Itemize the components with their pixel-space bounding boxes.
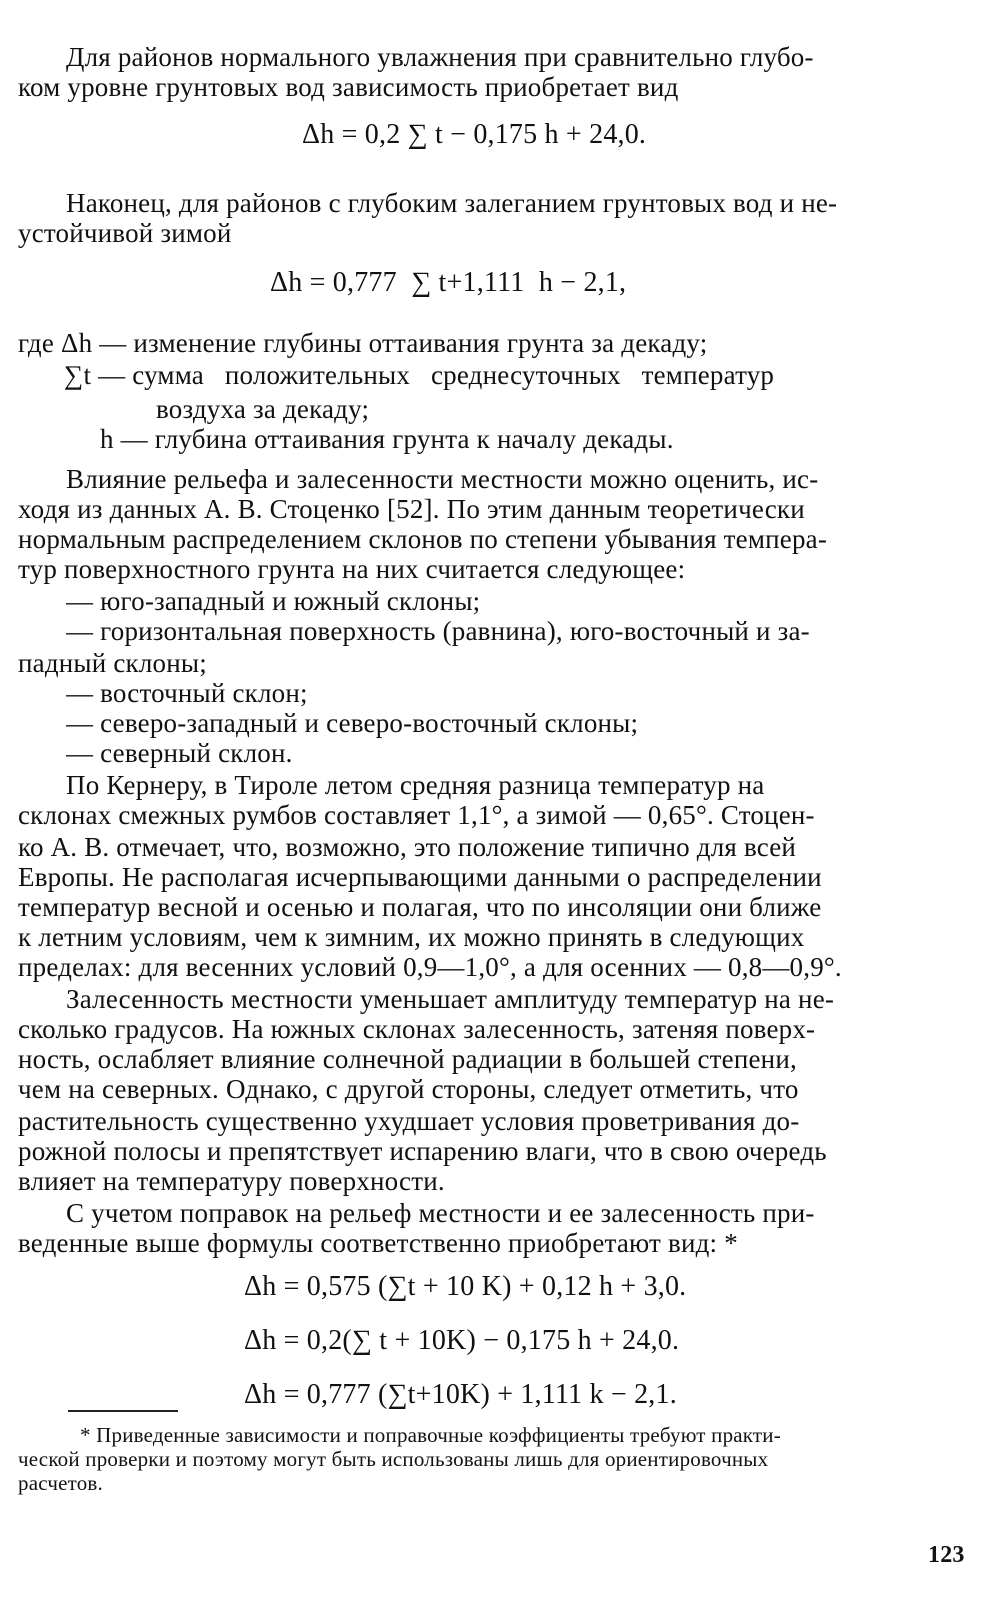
text-line: Залесенность местности уменьшает амплитуду температур на не- xyxy=(66,984,835,1014)
text-line: температур весной и осенью и полагая, что по инсоляции они ближе xyxy=(18,892,822,922)
footnote-line: расчетов. xyxy=(18,1471,103,1495)
text-line: ∑t — сумма положительных среднесуточных температур xyxy=(64,360,775,390)
formula-line: Δh = 0,2(∑ t + 10K) − 0,175 h + 24,0. xyxy=(244,1325,680,1356)
text-line: где Δh — изменение глубины оттаивания грунта за декаду; xyxy=(18,328,708,358)
footnote-line: ческой проверки и поэтому могут быть использованы лишь для ориентировочных xyxy=(18,1447,769,1471)
text-line: ко А. В. отмечает, что, возможно, это положение типично для всей xyxy=(18,832,797,862)
text-line: пределах: для весенних условий 0,9—1,0°, а для осенних — 0,8—0,9°. xyxy=(18,952,842,982)
text-line: падный склоны; xyxy=(18,648,207,678)
text-line: h — глубина оттаивания грунта к началу декады. xyxy=(100,424,674,454)
text-line: рожной полосы и препятствует испарению влаги, что в свою очередь xyxy=(18,1136,827,1166)
text-line: С учетом поправок на рельеф местности и ее залесенность при- xyxy=(66,1198,815,1228)
page-number: 123 xyxy=(928,1542,965,1568)
text-line: веденные выше формулы соответственно приобретают вид: * xyxy=(18,1228,738,1258)
text-line: ком уровне грунтовых вод зависимость приобретает вид xyxy=(18,72,679,102)
text-line: — горизонтальная поверхность (равнина), юго-восточный и за- xyxy=(66,616,810,646)
text-line: к летним условиям, чем к зимним, их можно принять в следующих xyxy=(18,922,805,952)
text-line: ходя из данных А. В. Стоценко [52]. По этим данным теоретически xyxy=(18,494,805,524)
text-line: влияет на температуру поверхности. xyxy=(18,1166,445,1196)
footnote-rule xyxy=(68,1410,178,1412)
text-line: — северный склон. xyxy=(66,738,293,768)
text-line: — восточный склон; xyxy=(66,678,308,708)
text-line: Европы. Не располагая исчерпывающими данными о распределении xyxy=(18,862,822,892)
text-line: По Кернеру, в Тироле летом средняя разница температур на xyxy=(66,770,765,800)
text-line: склонах смежных румбов составляет 1,1°, а зимой — 0,65°. Стоцен- xyxy=(18,800,815,830)
text-line: нормальным распределением склонов по степени убывания темпера- xyxy=(18,524,828,554)
formula-line: Δh = 0,777 ∑ t+1,111 h − 2,1, xyxy=(270,267,627,298)
text-line: воздуха за декаду; xyxy=(156,394,370,424)
footnote-line: * Приведенные зависимости и поправочные коэффициенты требуют практи- xyxy=(80,1423,781,1447)
text-line: Для районов нормального увлажнения при сравнительно глубо- xyxy=(66,42,814,72)
text-line: устойчивой зимой xyxy=(18,218,232,248)
formula-line: Δh = 0,575 (∑t + 10 K) + 0,12 h + 3,0. xyxy=(244,1271,687,1302)
text-line: растительность существенно ухудшает условия проветривания до- xyxy=(18,1106,800,1136)
text-line: чем на северных. Однако, с другой стороны, следует отметить, что xyxy=(18,1074,799,1104)
text-line: — северо-западный и северо-восточный склоны; xyxy=(66,708,639,738)
text-line: тур поверхностного грунта на них считается следующее: xyxy=(18,554,686,584)
text-line: ность, ослабляет влияние солнечной радиации в большей степени, xyxy=(18,1044,797,1074)
text-line: Влияние рельефа и залесенности местности можно оценить, ис- xyxy=(66,464,819,494)
formula-line: Δh = 0,777 (∑t+10K) + 1,111 k − 2,1. xyxy=(244,1379,677,1410)
text-line: — юго-западный и южный склоны; xyxy=(66,586,481,616)
text-line: сколько градусов. На южных склонах залесенность, затеняя поверх- xyxy=(18,1014,816,1044)
text-line: Наконец, для районов с глубоким залеганием грунтовых вод и не- xyxy=(66,188,838,218)
formula-line: Δh = 0,2 ∑ t − 0,175 h + 24,0. xyxy=(302,119,647,150)
